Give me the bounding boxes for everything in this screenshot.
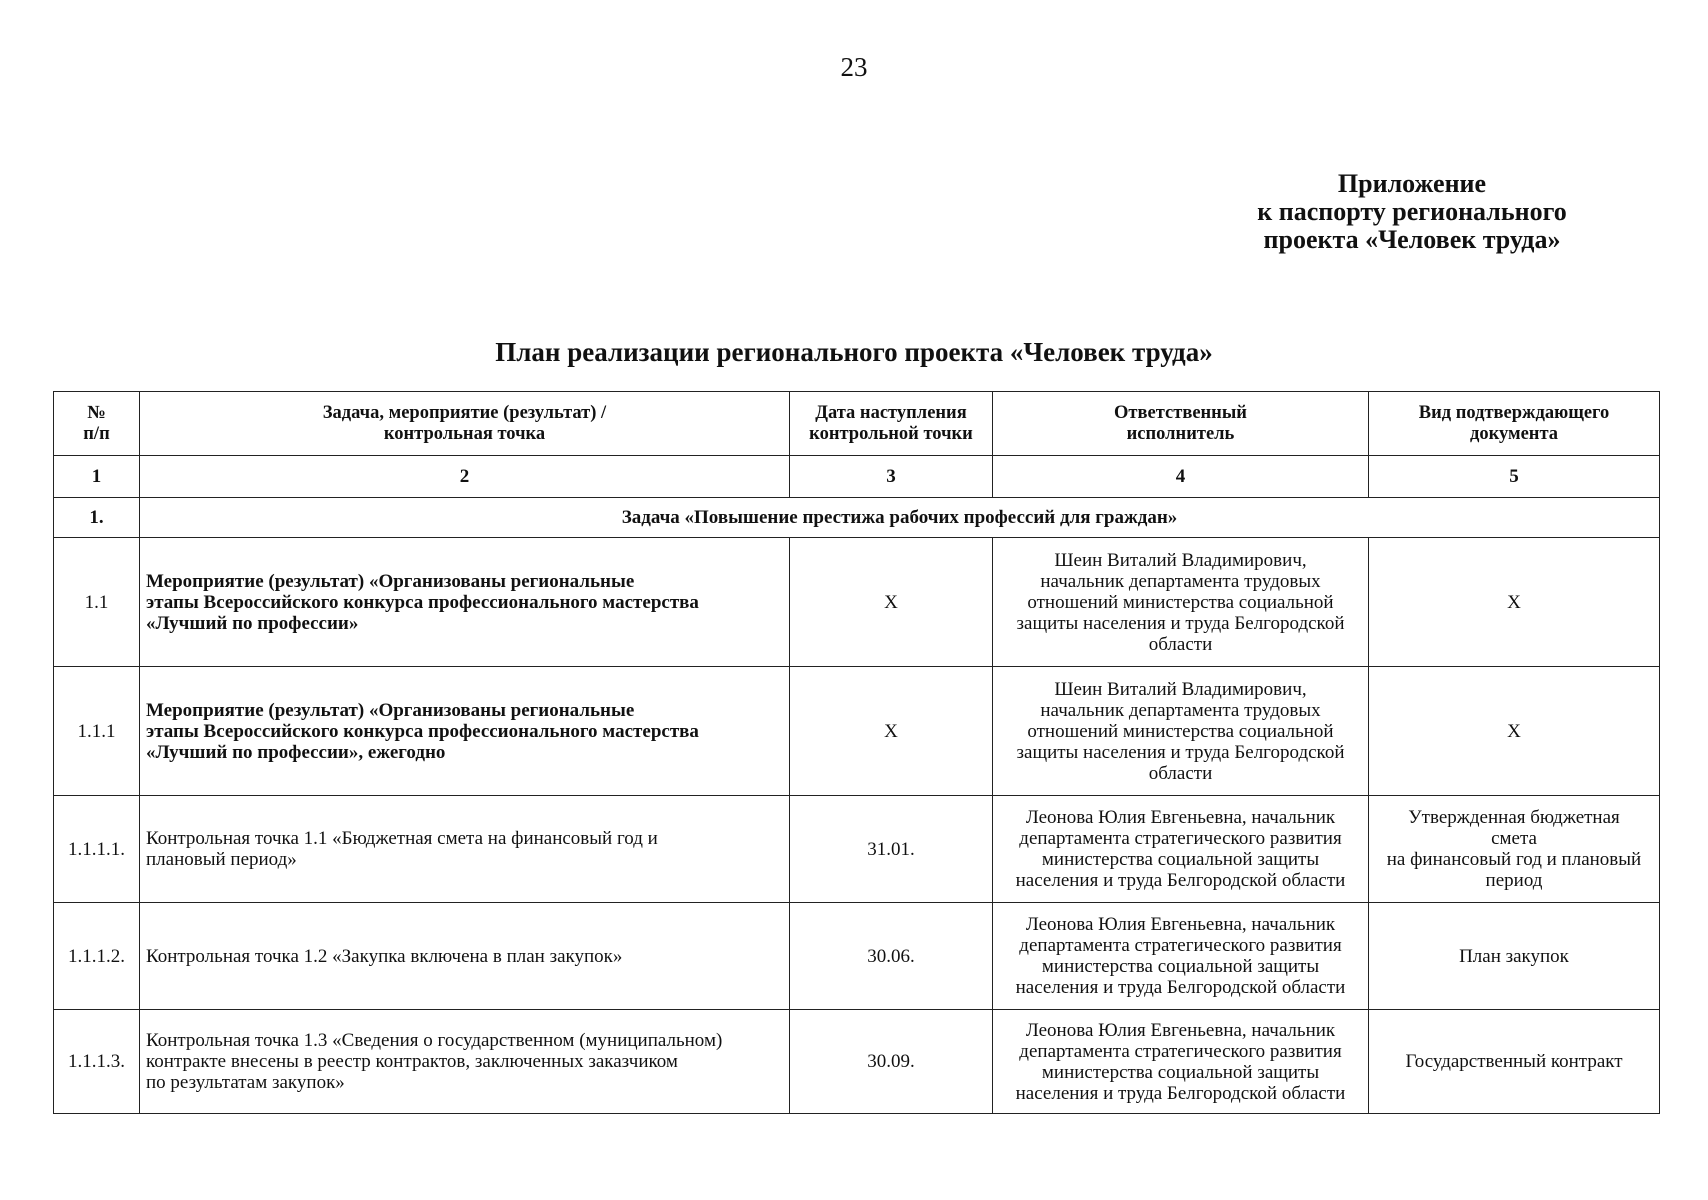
row-document: План закупок	[1369, 903, 1660, 1010]
row-date: X	[790, 538, 993, 667]
row-date: 30.06.	[790, 903, 993, 1010]
column-number: 5	[1369, 456, 1660, 498]
column-number-row	[54, 456, 1660, 498]
task-row	[54, 498, 1660, 538]
page-number: 23	[840, 52, 868, 82]
row-document: X	[1369, 538, 1660, 667]
header-date: Дата наступления контрольной точки	[790, 392, 993, 456]
row-responsible: Леонова Юлия Евгеньевна, начальник департамента стратегического развития министерства социальной защиты населения и труда Белгородской области	[993, 1010, 1369, 1114]
task-title: Задача «Повышение престижа рабочих профессий для граждан»	[140, 498, 1660, 538]
row-number: 1.1.1.2.	[54, 903, 140, 1010]
appendix-line: Приложение	[1337, 169, 1487, 198]
row-responsible: Леонова Юлия Евгеньевна, начальник департамента стратегического развития министерства социальной защиты населения и труда Белгородской области	[993, 796, 1369, 903]
row-name: Мероприятие (результат) «Организованы региональные этапы Всероссийского конкурса профессионального мастерства «Лучший по профессии»	[140, 538, 790, 667]
row-name: Мероприятие (результат) «Организованы региональные этапы Всероссийского конкурса профессионального мастерства «Лучший по профессии», ежегодно	[140, 667, 790, 796]
table-row	[54, 796, 1660, 903]
row-date: X	[790, 667, 993, 796]
table-header-row	[54, 392, 1660, 456]
row-name: Контрольная точка 1.1 «Бюджетная смета на финансовый год и плановый период»	[140, 796, 790, 903]
document-title: План реализации регионального проекта «Человек труда»	[495, 337, 1213, 367]
header-number: № п/п	[54, 392, 140, 456]
column-number: 3	[790, 456, 993, 498]
row-date: 30.09.	[790, 1010, 993, 1114]
table-row	[54, 667, 1660, 796]
row-document: Утвержденная бюджетная смета на финансовый год и плановый период	[1369, 796, 1660, 903]
appendix-line: к паспорту регионального	[1257, 197, 1567, 226]
column-number: 1	[54, 456, 140, 498]
row-number: 1.1.1	[54, 667, 140, 796]
row-number: 1.1.1.3.	[54, 1010, 140, 1114]
appendix-caption	[1202, 170, 1622, 254]
row-name: Контрольная точка 1.2 «Закупка включена в план закупок»	[140, 903, 790, 1010]
table-row	[54, 538, 1660, 667]
row-document: Государственный контракт	[1369, 1010, 1660, 1114]
column-number: 4	[993, 456, 1369, 498]
row-number: 1.1	[54, 538, 140, 667]
task-number: 1.	[54, 498, 140, 538]
table-row	[54, 903, 1660, 1010]
row-responsible: Леонова Юлия Евгеньевна, начальник департамента стратегического развития министерства социальной защиты населения и труда Белгородской области	[993, 903, 1369, 1010]
row-name: Контрольная точка 1.3 «Сведения о государственном (муниципальном) контракте внесены в реестр контрактов, заключенных заказчиком по результатам закупок»	[140, 1010, 790, 1114]
row-responsible: Шеин Виталий Владимирович, начальник департамента трудовых отношений министерства социальной защиты населения и труда Белгородской области	[993, 538, 1369, 667]
row-date: 31.01.	[790, 796, 993, 903]
row-document: X	[1369, 667, 1660, 796]
plan-table	[53, 391, 1660, 1114]
column-number: 2	[140, 456, 790, 498]
header-document: Вид подтверждающего документа	[1369, 392, 1660, 456]
row-number: 1.1.1.1.	[54, 796, 140, 903]
header-task: Задача, мероприятие (результат) / контрольная точка	[140, 392, 790, 456]
row-responsible: Шеин Виталий Владимирович, начальник департамента трудовых отношений министерства социальной защиты населения и труда Белгородской области	[993, 667, 1369, 796]
table-row	[54, 1010, 1660, 1114]
appendix-line: проекта «Человек труда»	[1263, 225, 1561, 254]
header-responsible: Ответственный исполнитель	[993, 392, 1369, 456]
